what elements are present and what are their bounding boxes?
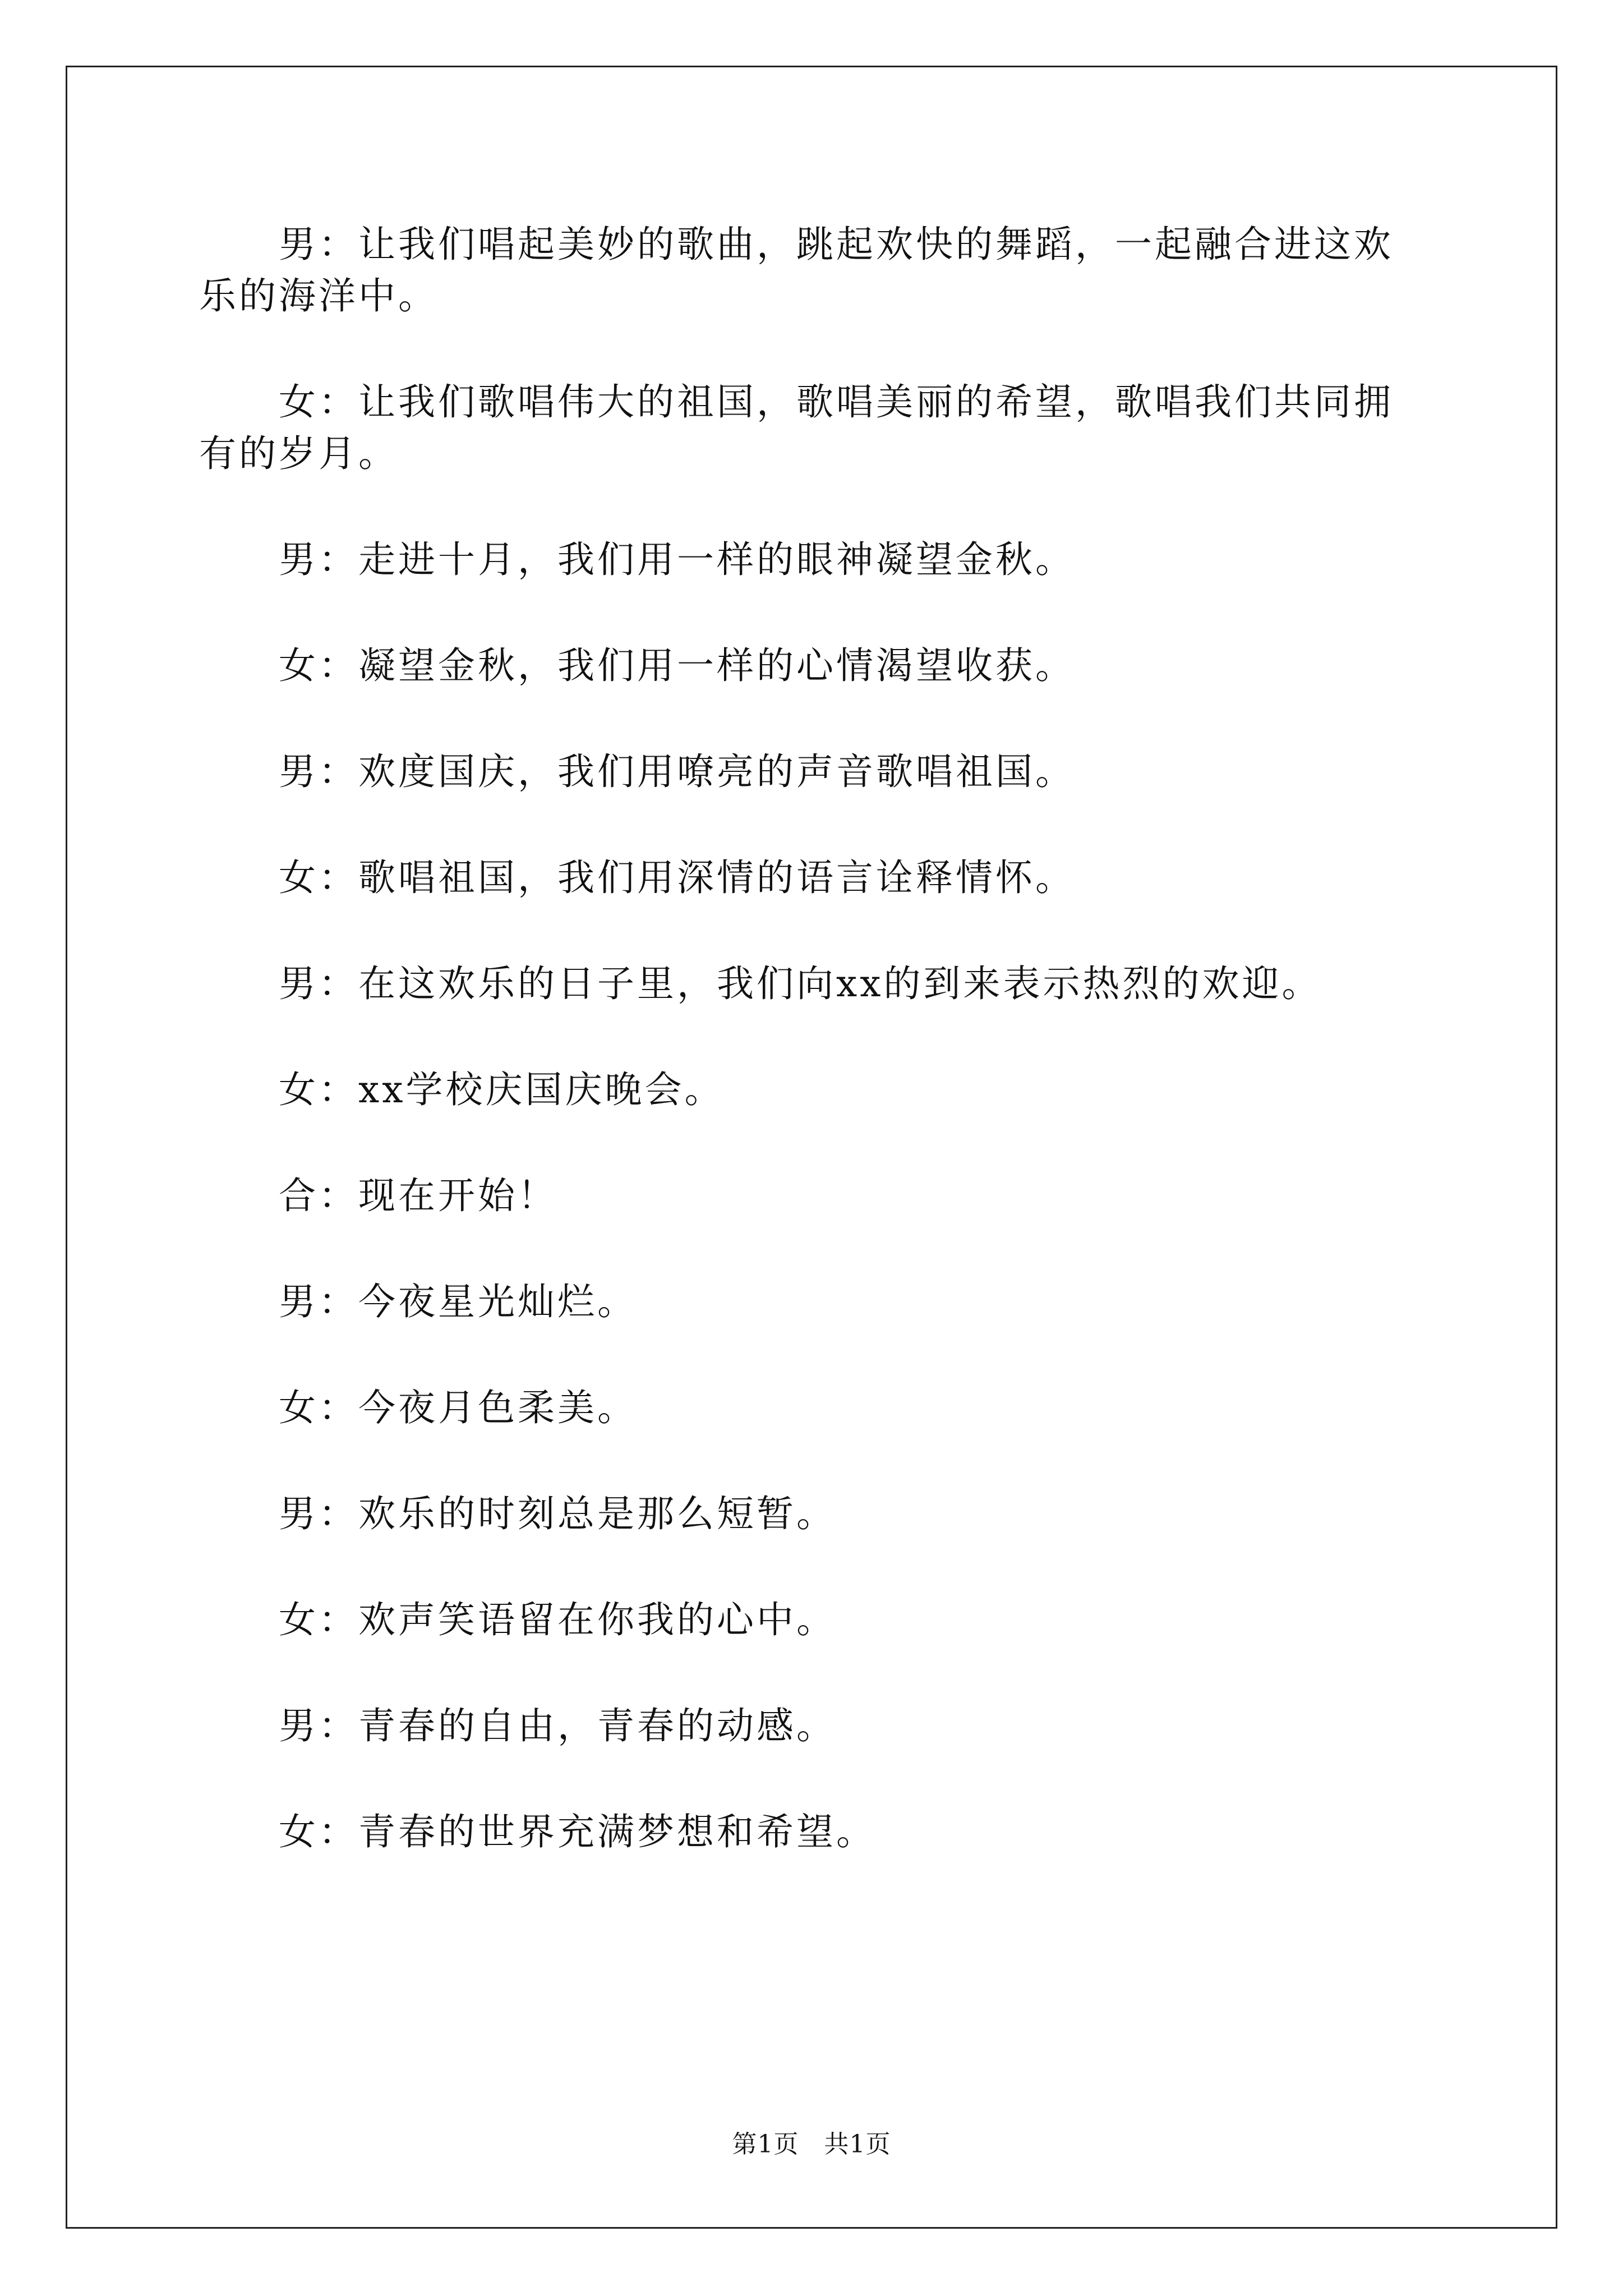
paragraph: 男：今夜星光灿烂。 — [279, 1280, 637, 1323]
paragraph: 男：在这欢乐的日子里，我们向xx的到来表示热烈的欢迎。 — [279, 962, 1322, 1005]
document-body — [199, 219, 1424, 1912]
paragraph: 合：现在开始！ — [279, 1174, 557, 1217]
page-number-footer: 第1页 共1页 — [732, 2130, 891, 2159]
paragraph: 女：青春的世界充满梦想和希望。 — [279, 1810, 876, 1853]
paragraph: 男：走进十月，我们用一样的眼神凝望金秋。 — [279, 538, 1075, 581]
paragraph: 男：让我们唱起美妙的歌曲，跳起欢快的舞蹈，一起融合进这欢乐的海洋中。 — [199, 223, 1394, 318]
paragraph: 女：欢声笑语留在你我的心中。 — [279, 1598, 836, 1641]
paragraph: 男：欢乐的时刻总是那么短暂。 — [279, 1492, 836, 1535]
paragraph: 女：凝望金秋，我们用一样的心情渴望收获。 — [279, 644, 1075, 687]
paragraph: 男：欢度国庆，我们用嘹亮的声音歌唱祖国。 — [279, 750, 1075, 793]
paragraph: 女：xx学校庆国庆晚会。 — [279, 1068, 725, 1111]
paragraph: 男：青春的自由，青春的动感。 — [279, 1704, 836, 1747]
paragraph: 女：歌唱祖国，我们用深情的语言诠释情怀。 — [279, 856, 1075, 899]
paragraph: 女：今夜月色柔美。 — [279, 1386, 637, 1429]
paragraph: 女：让我们歌唱伟大的祖国，歌唱美丽的希望，歌唱我们共同拥有的岁月。 — [199, 380, 1394, 475]
